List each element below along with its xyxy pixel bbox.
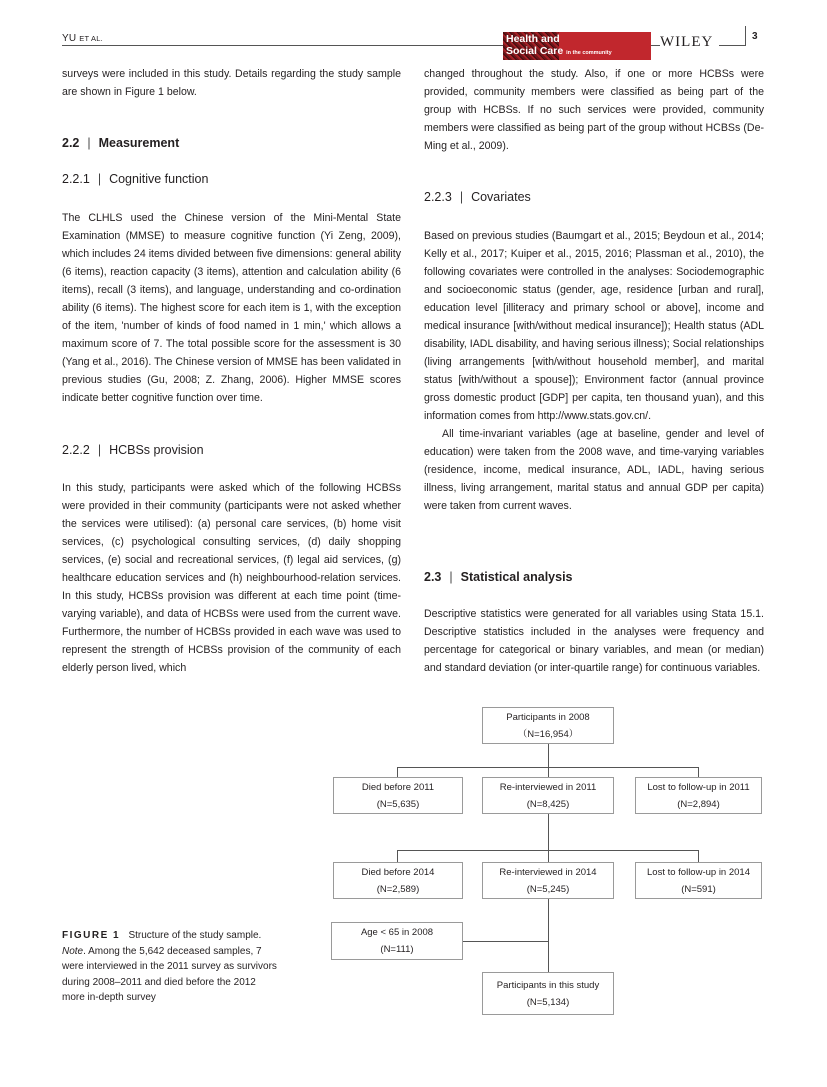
section-heading-2-3: 2.3 | Statistical analysis <box>424 570 573 584</box>
statistical-analysis-paragraph <box>424 605 764 677</box>
section-title: Cognitive function <box>109 172 209 186</box>
caption-title: Structure of the study sample. <box>128 930 262 941</box>
section-heading-2-2-2: 2.2.2 | HCBSs provision <box>62 443 204 457</box>
continuation-paragraph <box>424 65 764 155</box>
banner-line2-suffix: in the community <box>566 50 612 56</box>
box-label: Lost to follow-up in 2014 <box>647 866 750 878</box>
connector-line <box>548 743 549 777</box>
connector-line <box>397 767 699 768</box>
caption-note-text: . Among the 5,642 deceased samples, 7 were interviewed in the 2011 survey as survivors during 2008–2011 and died before the 2012 more in-depth survey <box>62 945 277 1003</box>
box-count: (N=5,245) <box>526 883 570 895</box>
paragraph-text: The CLHLS used the Chinese version of the Mini-Mental State Examination (MMSE) to measure cognitive function (Yi Zeng, 2009), which includes 24 items divided between five dimensions: general ability (6 items), reaction capacity (3 items), attention and calculation ability (6 items), recall (3 items), and language, understanding and co-ordination ability (6 items). The highest score for each item is 1, with the exception of the item, 'number of kinds of food named in 1 min,' which allows a maximum score of 7. The total possible score for the assessment is 30 (Yang et al., 2016). The Chinese version of MMSE has been validated in previous studies (Gu, 2008; Z. Zhang, 2006). Higher MMSE scores indicate better cognitive function over time. <box>62 212 401 404</box>
running-head <box>62 33 103 44</box>
caption-label: FIGURE 1 <box>62 930 121 941</box>
box-age-under-65 <box>331 922 463 960</box>
box-label: Re-interviewed in 2014 <box>499 866 597 878</box>
box-reinterviewed-2014 <box>482 862 614 899</box>
box-label: Participants in 2008 <box>506 711 590 723</box>
box-count: (N=5,134) <box>526 996 570 1008</box>
running-head-etal: ET AL. <box>79 34 103 43</box>
page-number: 3 <box>752 31 758 42</box>
box-count: (N=111) <box>380 944 414 955</box>
connector-line <box>397 767 398 777</box>
figure-1-caption <box>62 928 277 1006</box>
box-count: (N=2,894) <box>677 798 720 810</box>
box-count: (N=5,635) <box>376 798 420 810</box>
paragraph-text: changed throughout the study. Also, if one or more HCBSs were provided, community members were classified as being part of the group with HCBSs. If no such services were provided, community members were classified as being part of the group without HCBSs (De-Ming et al., 2009). <box>424 68 764 152</box>
header-rule <box>62 45 505 46</box>
paragraph-text: Based on previous studies (Baumgart et al., 2015; Beydoun et al., 2014; Kelly et al., 2017; Kuiper et al., 2015, 2016; Plassman et al., 2010), the following covariates were controlled in the analyses: Sociodemographic and socioeconomic status (gender, age, residence [urban and rural], education level [illiteracy and primary school or above], income and medical insurance [with/without medical insurance]); Health status (ADL disability, IADL disability, and having serious illness); Social relationships (living arrangements [with/without household member], and marital status [with/without a spouse]); Environment factor (annual province gross domestic product [GDP] per capita, ten thousand yuan), and this information comes from http://www.stats.gov.cn/. <box>424 230 764 422</box>
connector-line <box>548 813 549 862</box>
hcbss-provision-paragraph <box>62 479 401 677</box>
box-reinterviewed-2011 <box>482 777 614 814</box>
section-title: Covariates <box>471 190 531 204</box>
box-label: Re-interviewed in 2011 <box>499 781 597 793</box>
section-number: 2.2.3 <box>424 190 452 204</box>
box-count: (N=8,425) <box>526 798 570 810</box>
box-label: Died before 2011 <box>361 781 435 793</box>
connector-line <box>698 850 699 862</box>
box-lost-2014 <box>635 862 762 899</box>
section-title: HCBSs provision <box>109 443 204 457</box>
paragraph-text: Descriptive statistics were generated for all variables using Stata 15.1. Descriptive statistics included in the analyses were frequency and percentage for categorical or binary variables, and mean (or median) and standard deviation (or inter-quartile range) for continuous variables. <box>424 608 764 674</box>
box-count: (N=2,589) <box>376 883 420 895</box>
box-died-2014 <box>333 862 463 899</box>
connector-line <box>698 767 699 777</box>
section-heading-2-2-1: 2.2.1 | Cognitive function <box>62 172 209 186</box>
page-number-divider <box>745 26 746 46</box>
publisher-logo: WILEY <box>660 34 714 50</box>
box-participants-2008 <box>482 707 614 744</box>
connector-line <box>548 898 549 972</box>
cognitive-function-paragraph <box>62 209 401 407</box>
section-heading-2-2: 2.2 | Measurement <box>62 136 180 150</box>
section-title: Statistical analysis <box>460 570 573 584</box>
connector-line <box>397 850 398 862</box>
box-label: Lost to follow-up in 2011 <box>647 781 750 793</box>
section-number: 2.2.1 <box>62 172 90 186</box>
covariates-paragraphs <box>424 227 764 515</box>
box-count: （N=16,954） <box>517 728 579 740</box>
paragraph-text: All time-invariant variables (age at baseline, gender and level of education) were taken from the 2008 wave, and time-varying variables (residence, income, medical insurance, ADL, IADL, having serious illness, living arrangement, marital status and annual GDP per capita) were taken from current waves. <box>424 428 764 512</box>
section-number: 2.2 <box>62 136 80 150</box>
box-label: Died before 2014 <box>361 866 435 878</box>
caption-note-label: Note <box>62 945 84 957</box>
box-label: Age < 65 in 2008 <box>360 927 434 938</box>
box-label: Participants in this study <box>496 979 600 991</box>
connector-line <box>397 850 699 851</box>
header-rule-short <box>651 45 660 46</box>
section-heading-2-2-3: 2.2.3 | Covariates <box>424 190 531 204</box>
banner-line2 <box>506 45 612 59</box>
box-lost-2011 <box>635 777 762 814</box>
box-count: (N=591) <box>681 883 716 895</box>
section-number: 2.3 <box>424 570 442 584</box>
section-number: 2.2.2 <box>62 443 90 457</box>
banner-line1: Health and <box>506 33 560 45</box>
box-died-2011 <box>333 777 463 814</box>
journal-banner-logo <box>503 32 651 60</box>
paragraph-text: In this study, participants were asked which of the following HCBSs were provided in their community (participants were not asked whether the services were utilised): (a) personal care services, (b) home visit services, (c) psychological consulting services, (d) daily shopping services, (e) social and recreational services, (f) legal aid services, (g) healthcare education services and (h) neighbourhood-relation services. In this study, HCBSs provision was different at each time point (time-varying variable), and data of HCBSs were used from the current wave. Furthermore, the number of HCBSs provided in each wave was used to represent the strength of HCBSs provision of the community of each elderly person lived, which <box>62 482 401 674</box>
connector-line <box>462 941 548 942</box>
box-participants-study <box>482 972 614 1015</box>
header-rule-right <box>719 45 746 46</box>
paragraph-text: surveys were included in this study. Details regarding the study sample are shown in Figure 1 below. <box>62 68 401 98</box>
section-title: Measurement <box>98 136 180 150</box>
banner-line2-main: Social Care <box>506 45 564 57</box>
running-head-authors: YU <box>62 33 77 44</box>
intro-paragraph <box>62 65 401 101</box>
